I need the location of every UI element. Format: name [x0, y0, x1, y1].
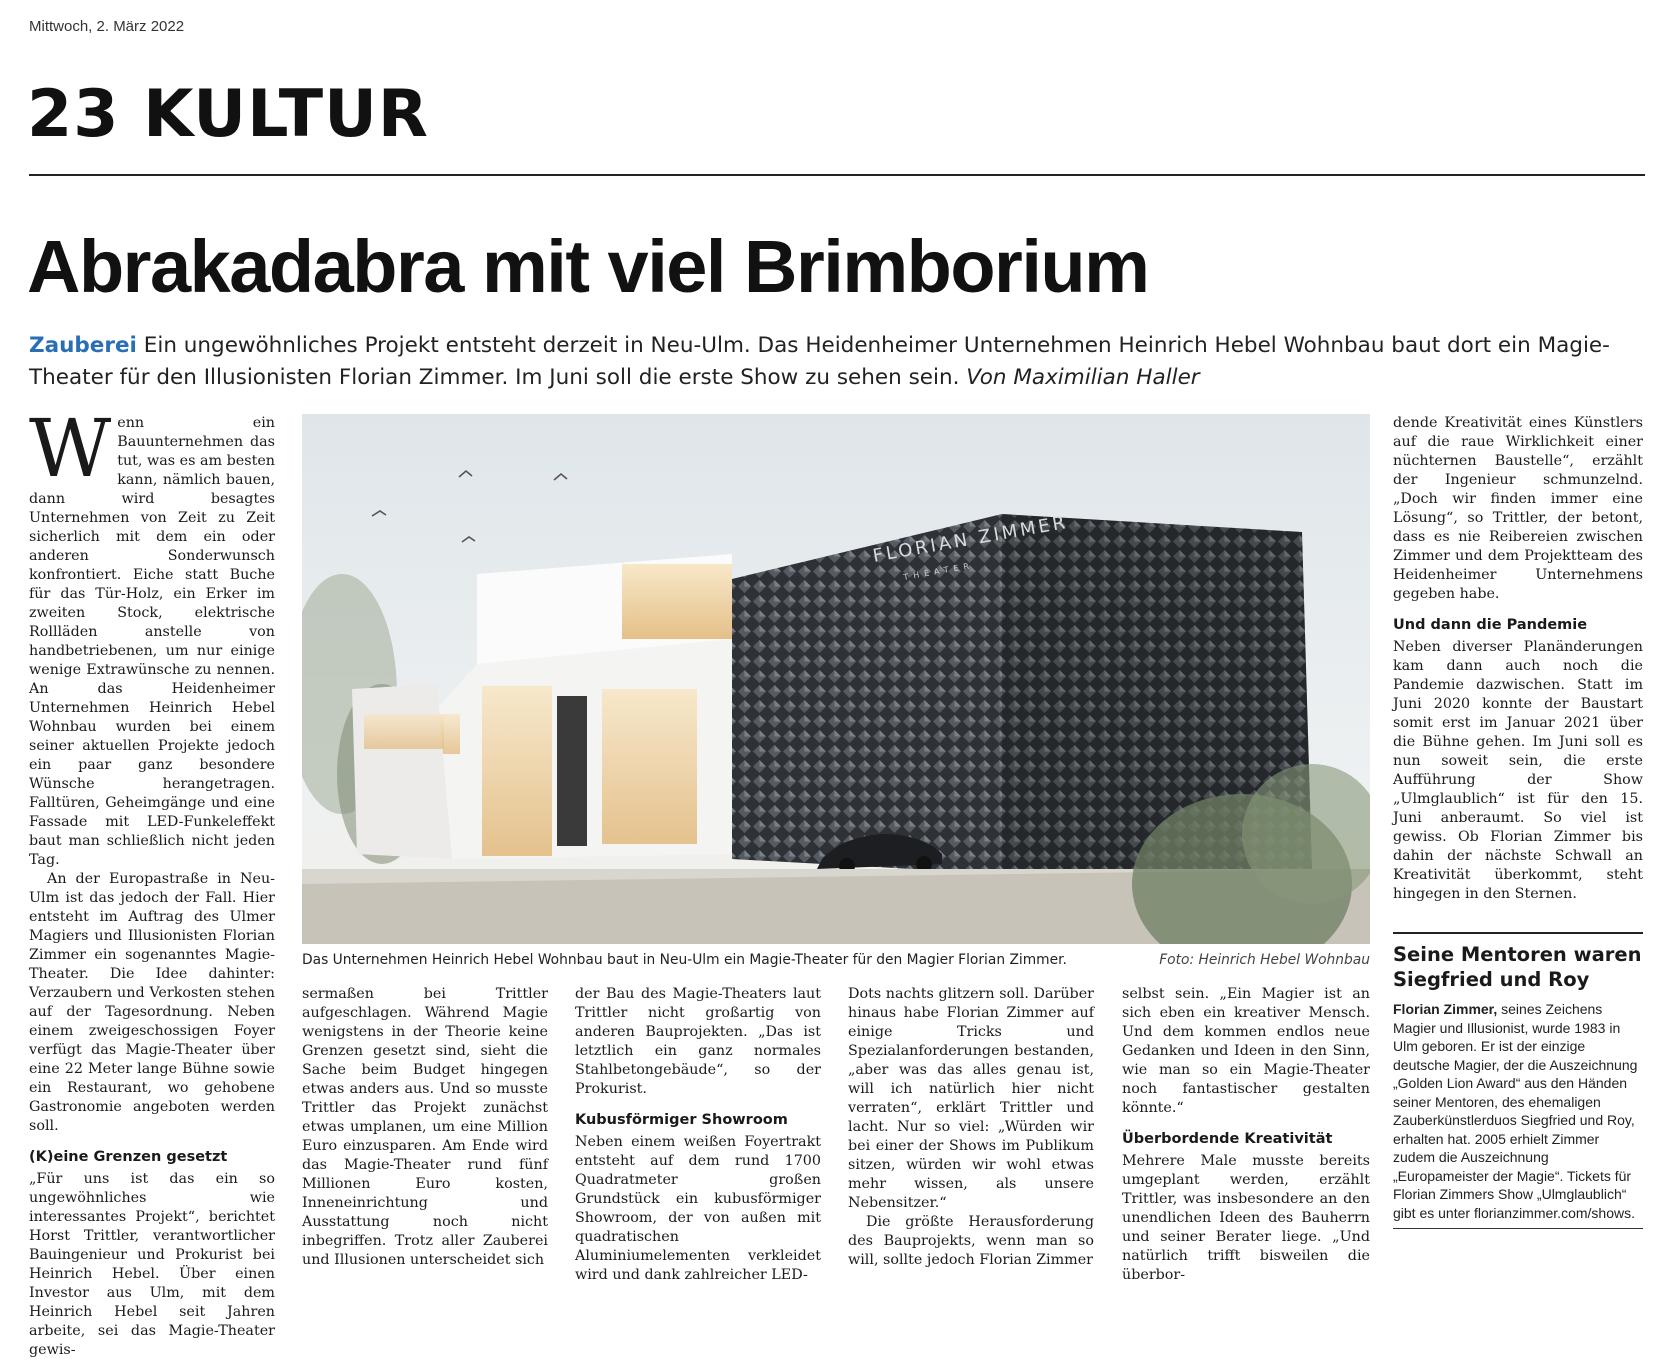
theater-sign-sub: THEATER [902, 560, 975, 582]
col5-paragraph-2: Mehrere Male musste bereits umgeplant werden, erzählt Trittler, was insbesondere an den unendlichen Ideen des Bauherrn und seiner Berater liege. „Und natürlich trifft bisweilen die überbor- [1122, 1153, 1370, 1283]
issue-date: Mittwoch, 2. März 2022 [29, 18, 185, 35]
col2-paragraph-1: sermaßen bei Trittler aufgeschlagen. Während Magie wenigstens in der Theorie keine Grenzen gesetzt sind, sieht die Sache beim Budget hingegen etwas anders aus. Und so musste Trittler das Projekt zunächst etwas umplanen, um eine Million Euro einzusparen. Am Ende wird das Magie-Theater rund fünf Millionen Euro kosten, Inneneinrichtung und Ausstattung noch nicht inbegriffen. Trotz aller Zauberei und Illusionen unterscheidet sich [302, 986, 548, 1268]
lead-kicker: Zauberei [29, 333, 137, 358]
subheading-showroom: Kubusförmiger Showroom [575, 1112, 788, 1128]
col1-paragraph-1: enn ein Bauunternehmen das tut, was es am besten kann, nämlich bauen, dann wird besagtes Unternehmen von Zeit zu Zeit sicherlich mit dem ein oder anderen Sonderwunsch konfrontiert. Eiche statt Buche für das Tür-Holz, ein Erker im zweiten Stock, elektrische Rollläden anstelle von handbetriebenen, um nur einige wenige Extrawünsche zu nennen. An das Heidenheimer Unternehmen Heinrich Hebel Wohnbau wurden bei einem seiner aktuellen Projekte jedoch ein paar ganz besondere Wünsche herangetragen. Falltüren, Geheimgänge und eine Fassade mit LED-Funkeleffekt baut man schließlich nicht jeden Tag. [29, 415, 275, 868]
photo-caption: Das Unternehmen Heinrich Hebel Wohnbau baut in Neu-Ulm ein Magie-Theater für den Magier Florian Zimmer. [302, 952, 1067, 968]
article-column-4 [848, 985, 1094, 1270]
theater-rendering-image [302, 414, 1370, 944]
subheading-grenzen: (K)eine Grenzen gesetzt [29, 1149, 228, 1165]
lead-byline: Von Maximilian Haller [966, 365, 1200, 390]
section-divider [29, 174, 1645, 176]
subheading-pandemie: Und dann die Pandemie [1393, 617, 1588, 633]
article-headline: Abrakadabra mit viel Brimborium [27, 225, 1149, 308]
article-column-1 [29, 402, 275, 1360]
article-column-2 [302, 985, 548, 1270]
col4-paragraph-2: Die größte Herausforderung des Bauprojekts, wenn man so will, sollte jedoch Florian Zimmer [848, 1214, 1094, 1268]
lead-text: Ein ungewöhnliches Projekt entsteht derzeit in Neu-Ulm. Das Heidenheimer Unternehmen Heinrich Hebel Wohnbau baut dort ein Magie-Theater für den Illusionisten Florian Zimmer. Im Juni soll die erste Show zu sehen sein. [29, 333, 1610, 390]
article-column-5 [1122, 985, 1370, 1285]
col3-paragraph-2: Neben einem weißen Foyertrakt entsteht auf dem rund 1700 Quadratmeter großen Grundstück ein kubusförmiger Showroom, der von außen mit quadratischen Aluminiumelementen verkleidet wird und dank zahlreicher LED- [575, 1134, 821, 1283]
article-lead [29, 330, 1649, 394]
infobox-name: Florian Zimmer, [1393, 1001, 1498, 1017]
col3-paragraph-1: der Bau des Magie-Theaters laut Trittler nicht großartig von anderen Bauprojekten. „Das ist letztlich ein ganz normales Stahlbetongebäude“, so der Prokurist. [575, 986, 821, 1097]
col6-paragraph-1: dende Kreativität eines Künstlers auf die raue Wirklichkeit einer nüchternen Baustelle“, erzählt der Ingenieur schmunzelnd. „Doch wir finden immer eine Lösung“, so Trittler, der betont, dass es nie Reibereien zwischen Zimmer und dem Projektteam des Heidenheimer Unternehmens gegeben habe. [1393, 415, 1643, 602]
section-title: 23 KULTUR [27, 77, 429, 152]
mentor-infobox [1393, 938, 1643, 1229]
drop-cap: W [29, 402, 112, 495]
col4-paragraph-1: Dots nachts glitzern soll. Darüber hinaus habe Florian Zimmer auf einige Tricks und Spezialanforderungen bestanden, „aber was das alles genau ist, will ich natürlich hier nicht verraten“, erklärt Trittler und lacht. Nur so viel: „Würden wir bei einer der Shows im Publikum sitzen, würden wir wohl etwas mehr wissen, als unsere Nebensitzer.“ [848, 986, 1094, 1211]
col6-paragraph-2: Neben diverser Planänderungen kam dann auch noch die Pandemie dazwischen. Statt im Juni 2020 konnte der Baustart somit erst im Januar 2021 über die Bühne gehen. Im Juni soll es nun soweit sein, die erste Aufführung der Show „Ulmglaublich“ ist für den 15. Juni anberaumt. So viel ist gewiss. Ob Florian Zimmer bis dahin der nächste Schwall an Kreativität überkommt, steht hingegen in den Sternen. [1393, 639, 1643, 902]
col5-paragraph-1: selbst sein. „Ein Magier ist an sich eben ein kreativer Mensch. Und dem kommen endlos neue Gedanken und Ideen in den Sinn, wie man so ein Magie-Theater noch fantastischer gestalten könnte.“ [1122, 986, 1370, 1116]
theater-sign: FLORIAN ZIMMER [871, 511, 1070, 567]
col1-paragraph-2: An der Europastraße in Neu-Ulm ist das jedoch der Fall. Hier entsteht im Auftrag des Ulmer Magiers und Illusionisten Florian Zimmer ein sogenanntes Magie-Theater. Die Idee dahinter: Verzaubern und Verkosten stehen auf der Tagesordnung. Neben einem zweigeschossigen Foyer verfügt das Magie-Theater über eine 22 Meter lange Bühne sowie ein Restaurant, wo gehobene Gastronomie angeboten werden soll. [29, 871, 275, 1134]
infobox-title: Seine Mentoren waren Siegfried und Roy [1393, 943, 1642, 991]
col1-paragraph-3: „Für uns ist das ein so ungewöhnliches wie interessantes Projekt“, berichtet Horst Trittler, verantwortlicher Bauingenieur und Prokurist bei Heinrich Hebel. Über einen Investor aus Ulm, mit dem Heinrich Hebel seit Jahren arbeite, sei das Magie-Theater gewis- [29, 1171, 275, 1358]
article-column-3 [575, 985, 821, 1285]
photo-caption-row [302, 952, 1370, 968]
infobox-text: seines Zeichens Magier und Illusionist, wurde 1983 in Ulm geboren. Er ist der einzige deutsche Magier, der die Auszeichnung „Golden Lion Award“ aus den Händen seiner Mentoren, des ehemaligen Zauberkünstlerduos Siegfried und Roy, erhalten hat. 2005 erhielt Zimmer zudem die Auszeichnung „Europameister der Magie“. Tickets für Florian Zimmers Show „Ulmglaublich“ gibt es unter florianzimmer.com/shows. [1393, 1001, 1638, 1221]
photo-credit: Foto: Heinrich Hebel Wohnbau [1159, 952, 1370, 968]
infobox-top-rule [1393, 932, 1643, 934]
article-column-6 [1393, 414, 1643, 904]
subheading-kreativitaet: Überbordende Kreativität [1122, 1131, 1333, 1147]
